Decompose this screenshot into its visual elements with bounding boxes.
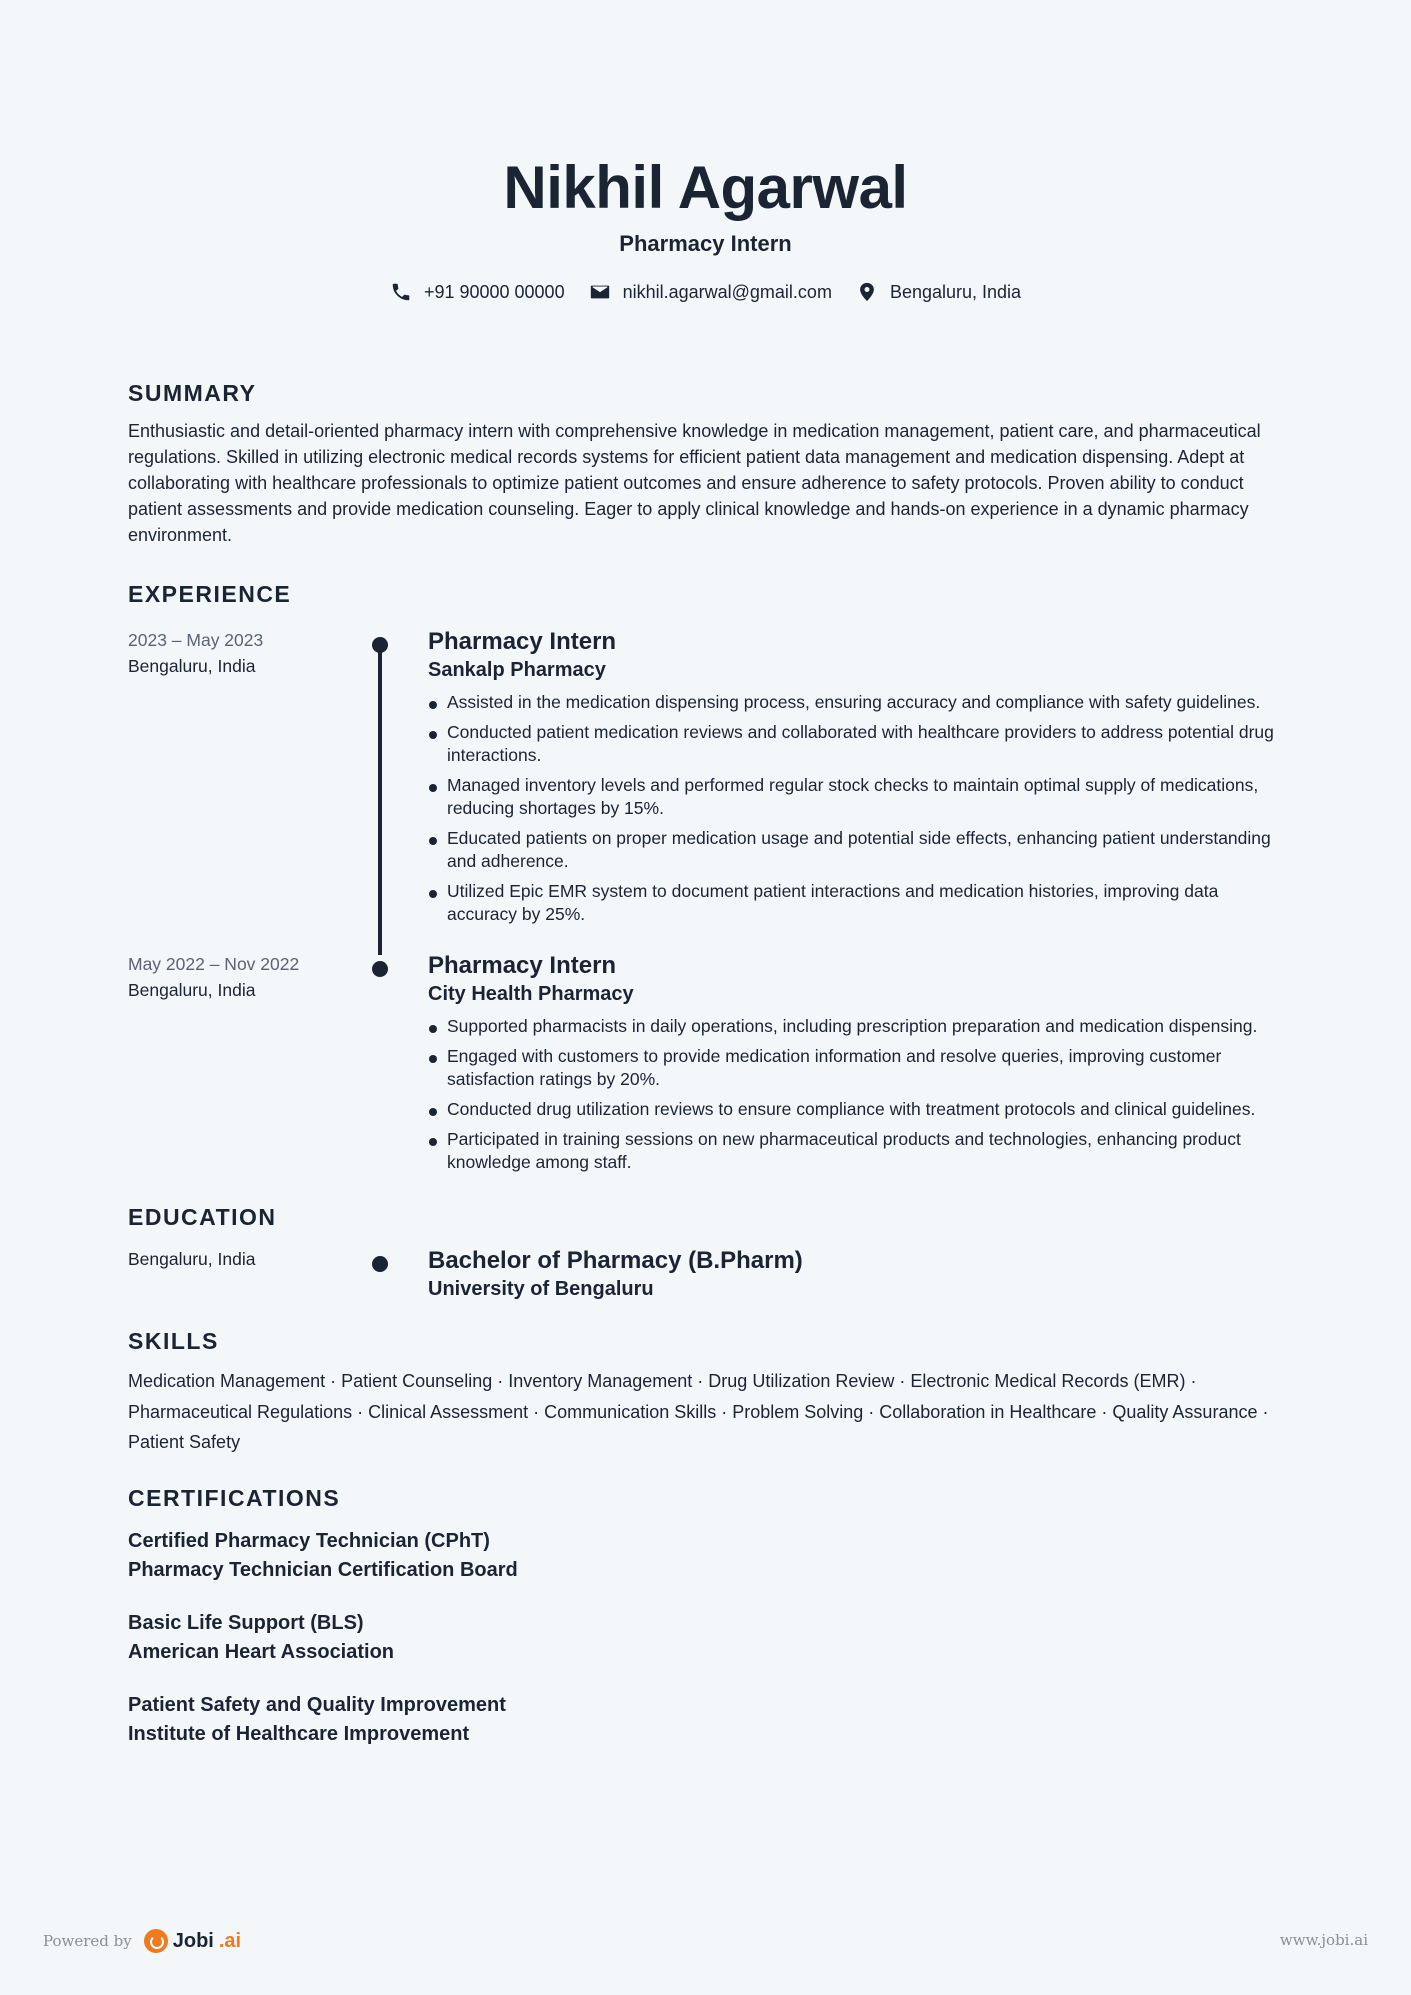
- candidate-role: Pharmacy Intern: [619, 231, 792, 256]
- skills-text: Medication Management · Patient Counseling · Inventory Management · Drug Utilization Review · Electronic Medical Records (EMR) · Pharmaceutical Regulations · Clinical Assessment · Communication Skills · Problem Solving · Collaboration in Healthcare · Quality Assurance · Patient Safety: [128, 1371, 1269, 1452]
- certification-item: [128, 1609, 1283, 1666]
- job-bullets: [428, 691, 1283, 926]
- contact-row: [128, 280, 1283, 304]
- job-company: Sankalp Pharmacy: [428, 659, 606, 681]
- timeline-rail: [366, 627, 428, 933]
- mail-icon: [589, 281, 611, 303]
- contact-location: [856, 280, 1021, 304]
- list-item: Conducted patient medication reviews and collaborated with healthcare providers to address potential drug interactions.: [428, 721, 1283, 767]
- list-item: Conducted drug utilization reviews to ensure compliance with treatment protocols and clinical guidelines.: [428, 1098, 1283, 1121]
- summary-section: [128, 378, 1283, 548]
- education-section: [128, 1202, 1283, 1302]
- job-location: Bengaluru, India: [128, 656, 256, 676]
- job-location: Bengaluru, India: [128, 980, 256, 1000]
- location-text: Bengaluru, India: [889, 282, 1022, 302]
- education-entry: [128, 1246, 1283, 1302]
- list-item: Utilized Epic EMR system to document patient interactions and medication histories, improving data accuracy by 25%.: [428, 880, 1283, 926]
- jobi-logo-icon: [144, 1929, 168, 1953]
- job-meta: [128, 627, 366, 933]
- powered-by-text: Powered by: [43, 1932, 132, 1950]
- contact-email: [589, 280, 832, 304]
- phone-icon: [390, 281, 412, 303]
- certification-item: [128, 1691, 1283, 1748]
- job-date: 2023 – May 2023: [128, 630, 264, 650]
- resume-header: [128, 0, 1283, 304]
- education-location: Bengaluru, India: [128, 1249, 256, 1269]
- education-details: [428, 1246, 1283, 1302]
- jobi-logo[interactable]: [144, 1929, 241, 1953]
- certification-item: [128, 1527, 1283, 1584]
- certification-issuer: Pharmacy Technician Certification Board: [128, 1558, 518, 1581]
- timeline-rail: [366, 1246, 428, 1302]
- experience-section: [128, 579, 1283, 1181]
- email-text: nikhil.agarwal@gmail.com: [622, 282, 832, 302]
- job-bullets: [428, 1015, 1283, 1174]
- summary-text: Enthusiastic and detail-oriented pharmacy intern with comprehensive knowledge in medication management, patient care, and pharmaceutical regulations. Skilled in utilizing electronic medical records systems for efficient patient data management and medication dispensing. Adept at collaborating with healthcare professionals to optimize patient outcomes and ensure adherence to safety protocols. Proven ability to conduct patient assessments and provide medication counseling. Eager to apply clinical knowledge and hands-on experience in a dynamic pharmacy environment.: [128, 421, 1261, 545]
- job-details: [428, 627, 1283, 933]
- job-title: Pharmacy Intern: [428, 952, 617, 979]
- certifications-section: [128, 1483, 1283, 1748]
- degree-title: Bachelor of Pharmacy (B.Pharm): [428, 1247, 803, 1274]
- education-meta: [128, 1246, 366, 1302]
- footer-powered-by: [43, 1929, 241, 1953]
- contact-phone: [390, 280, 565, 304]
- job-date: May 2022 – Nov 2022: [128, 954, 300, 974]
- candidate-name: Nikhil Agarwal: [503, 154, 908, 221]
- certification-name: Certified Pharmacy Technician (CPhT): [128, 1530, 490, 1552]
- school-name: University of Bengaluru: [428, 1278, 654, 1300]
- list-item: Assisted in the medication dispensing process, ensuring accuracy and compliance with safety guidelines.: [428, 691, 1283, 714]
- experience-heading: EXPERIENCE: [128, 581, 292, 607]
- list-item: Engaged with customers to provide medication information and resolve queries, improving customer satisfaction ratings by 20%.: [428, 1045, 1283, 1091]
- certification-name: Patient Safety and Quality Improvement: [128, 1694, 506, 1716]
- job-meta: [128, 951, 366, 1181]
- job-entry: [128, 951, 1283, 1181]
- skills-heading: SKILLS: [128, 1328, 219, 1354]
- certification-issuer: Institute of Healthcare Improvement: [128, 1722, 470, 1745]
- skills-section: [128, 1326, 1283, 1458]
- job-company: City Health Pharmacy: [428, 983, 634, 1005]
- list-item: Managed inventory levels and performed regular stock checks to maintain optimal supply of medications, reducing shortages by 15%.: [428, 774, 1283, 820]
- list-item: Supported pharmacists in daily operations, including prescription preparation and medication dispensing.: [428, 1015, 1283, 1038]
- timeline-dot: [372, 1256, 388, 1272]
- job-entry: [128, 627, 1283, 933]
- summary-heading: SUMMARY: [128, 380, 257, 406]
- footer-url[interactable]: www.jobi.ai: [1279, 1931, 1368, 1949]
- timeline-line: [378, 645, 382, 955]
- job-title: Pharmacy Intern: [428, 628, 617, 655]
- certification-issuer: American Heart Association: [128, 1640, 395, 1663]
- job-details: [428, 951, 1283, 1181]
- list-item: Educated patients on proper medication usage and potential side effects, enhancing patient understanding and adherence.: [428, 827, 1283, 873]
- brand-main: Jobi: [172, 1929, 214, 1952]
- timeline-rail: [366, 951, 428, 1181]
- education-heading: EDUCATION: [128, 1204, 277, 1230]
- location-pin-icon: [856, 281, 878, 303]
- list-item: Participated in training sessions on new pharmaceutical products and technologies, enhancing product knowledge among staff.: [428, 1128, 1283, 1174]
- brand-suffix: .ai: [218, 1929, 242, 1952]
- certifications-heading: CERTIFICATIONS: [128, 1485, 341, 1511]
- phone-text: +91 90000 00000: [423, 282, 565, 302]
- resume-page: [128, 0, 1283, 1745]
- timeline-dot: [372, 961, 388, 977]
- certification-name: Basic Life Support (BLS): [128, 1612, 364, 1634]
